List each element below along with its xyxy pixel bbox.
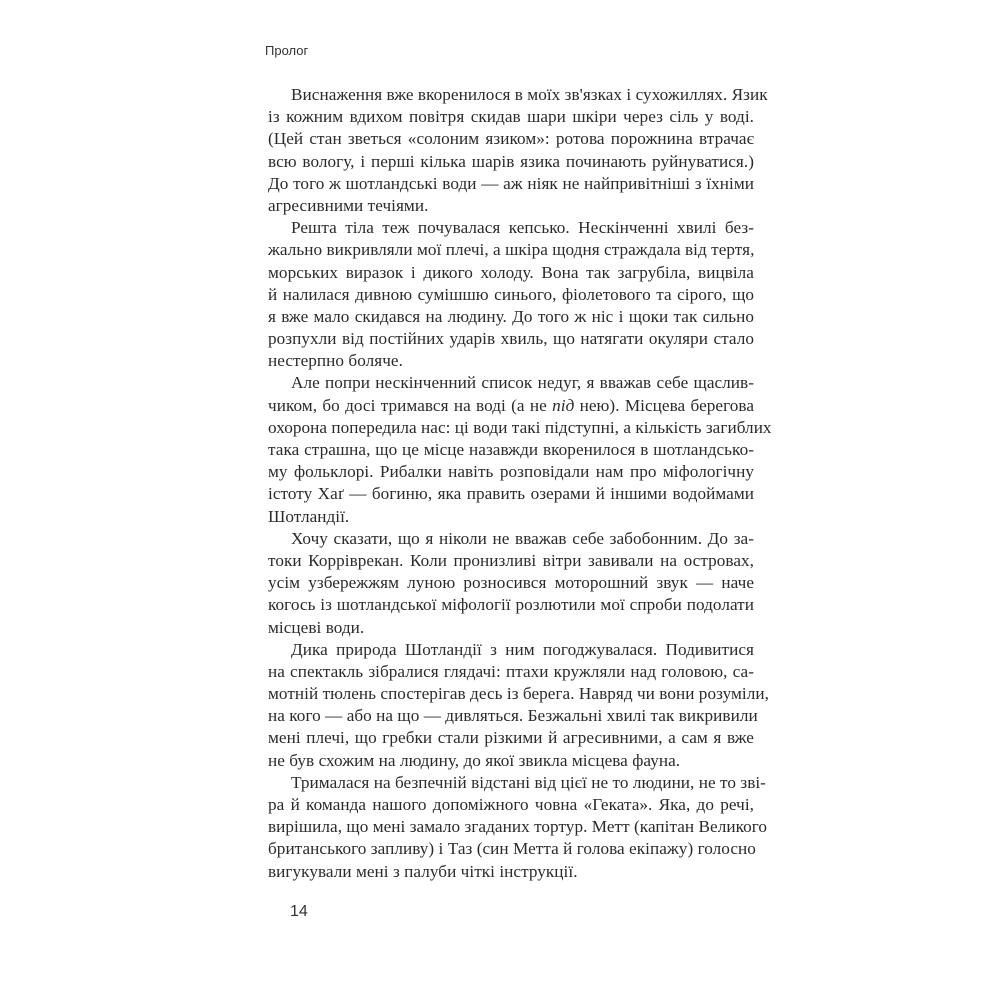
text-line: на спектакль зібралися глядачі: птахи кружляли над головою, са- xyxy=(268,661,754,681)
text-line: му фольклорі. Рибалки навіть розповідали нам про міфологічну xyxy=(268,462,754,482)
text-line: ра й команда нашого допоміжного човна «Геката». Яка, до речі, xyxy=(268,795,754,814)
text-line: когось із шотландської міфології розлютили мої спроби подолати xyxy=(268,595,754,615)
emphasis: під xyxy=(552,395,575,415)
running-head: Пролог xyxy=(265,43,309,58)
text-line: місцеві води. xyxy=(268,617,365,637)
text-line: не був схожим на людину, до якої звикла місцева фауна. xyxy=(268,750,681,770)
text-line: я вже мало скидався на людину. До того ж ніс і щоки так сильно xyxy=(268,306,754,326)
text-line: британського запливу) і Таз (син Метта й голова екіпажу) голосно xyxy=(268,839,756,859)
text-line: вигукували мені з палуби чіткі інструкції. xyxy=(268,861,578,881)
text-line: До того ж шотландські води — аж ніяк не найпривітніші з їхніми xyxy=(268,173,754,193)
text-line: нестерпно боляче. xyxy=(268,351,403,371)
text-line: (Цей стан зветься «солоним язиком»: ротова порожнина втрачає xyxy=(268,129,754,149)
text-line: токи Корріврекан. Коли пронизливі вітри завивали на островах, xyxy=(268,550,754,570)
text-line: жально викривляли мої плечі, а шкіра щодня страждала від тертя, xyxy=(268,240,755,260)
text-line: Дика природа Шотландії з ним погоджувалася. Подивитися xyxy=(291,639,754,659)
text-line: мотній тюлень спостерігав десь із берега. Навряд чи вони розуміли, xyxy=(268,684,769,704)
paragraph xyxy=(268,528,754,639)
text-line: Хочу сказати, що я ніколи не вважав себе забобонним. До за- xyxy=(291,528,754,548)
text-line: й налилася дивною сумішшю синього, фіолетового та сірого, що xyxy=(268,284,754,304)
paragraph xyxy=(268,217,754,372)
text-line: охорона попередила нас: ці води такі підступні, а кількість загиблих xyxy=(268,417,772,437)
text-line: Шотландії. xyxy=(268,506,350,526)
text-line: Трималася на безпечній відстані від цієї не то людини, не то зві- xyxy=(291,772,766,792)
text-line: агресивними течіями. xyxy=(268,195,429,215)
text-line: Але попри нескінченний список недуг, я вважав себе щаслив- xyxy=(291,373,754,393)
body-text xyxy=(268,84,772,883)
text-line: мені плечі, що гребки стали різкими й агресивними, а сам я вже xyxy=(268,728,754,748)
text-line: морських виразок і дикого холоду. Вона так загрубіла, вицвіла xyxy=(268,262,754,282)
paragraph xyxy=(268,772,768,883)
text-line: вирішила, що мені замало згаданих тортур. Метт (капітан Великого xyxy=(268,817,768,837)
text-line: розпухли від постійних ударів хвиль, що натягати окуляри стало xyxy=(268,329,754,349)
text-line: усім узбережжям луною розносився моторошний звук — наче xyxy=(268,573,754,593)
page-number: 14 xyxy=(290,903,308,920)
text-line: Виснаження вже вкоренилося в моїх зв'язках і сухожиллях. Язик xyxy=(291,85,768,104)
paragraph xyxy=(268,639,769,772)
text-line: така страшна, що це місце назавжди вкоренилося в шотландсько- xyxy=(268,440,754,459)
paragraph xyxy=(268,84,768,217)
text-line: Решта тіла теж почувалася кепсько. Нескінченні хвилі без- xyxy=(291,218,754,238)
text-line: всю вологу, і перші кілька шарів язика починають руйнуватися.) xyxy=(268,151,754,171)
text-line: чиком, бо досі тримався на воді (а не під нею). Місцева берегова xyxy=(268,395,754,415)
paragraph xyxy=(268,372,772,527)
text-line: на кого — або на що — дивляться. Безжальні хвилі так викривили xyxy=(268,706,758,726)
text-line: істоту Хаґ — богиню, яка править озерами й іншими водоймами xyxy=(268,484,754,504)
text-line: із кожним вдихом повітря скидав шари шкіри через сіль у воді. xyxy=(268,107,754,127)
